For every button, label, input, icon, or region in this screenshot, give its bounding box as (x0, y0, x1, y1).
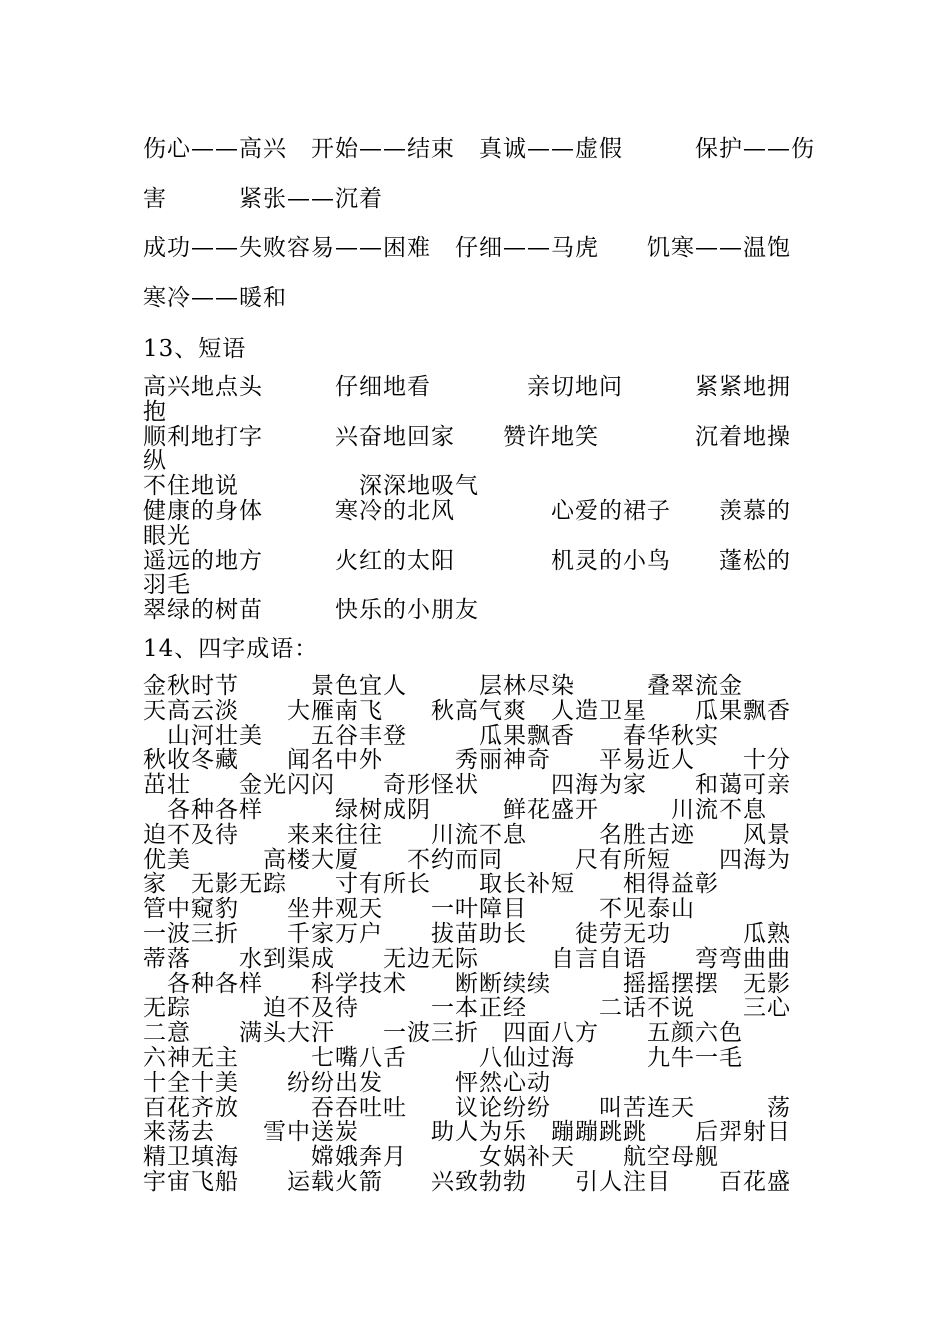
text-line: 成功——失败容易——困难 仔细——马虎 饥寒——温饱 (143, 235, 791, 261)
text-line: 蒂落 水到渠成 无边无际 自言自语 弯弯曲曲 (143, 945, 791, 972)
text-line: 天高云淡 大雁南飞 秋高气爽 人造卫星 瓜果飘香 (143, 697, 791, 724)
text-line: 山河壮美 五谷丰登 瓜果飘香 春华秋实 (143, 722, 719, 749)
text-line: 羽毛 (143, 572, 191, 599)
text-line: 各种各样 科学技术 断断续续 摇摇摆摆 无影 (143, 970, 791, 997)
text-line: 来荡去 雪中送炭 助人为乐 蹦蹦跳跳 后羿射日 (143, 1119, 791, 1146)
text-line: 寒冷——暖和 (143, 285, 287, 311)
text-line: 秋收冬藏 闻名中外 秀丽神奇 平易近人 十分 (143, 747, 791, 774)
text-line: 精卫填海 嫦娥奔月 女娲补天 航空母舰 (143, 1144, 719, 1171)
text-line: 害 紧张——沉着 (143, 186, 383, 212)
text-line: 迫不及待 来来往往 川流不息 名胜古迹 风景 (143, 821, 791, 848)
text-line: 眼光 (143, 522, 191, 549)
text-line: 无踪 迫不及待 一本正经 二话不说 三心 (143, 995, 791, 1022)
text-line: 顺利地打字 兴奋地回家 赞许地笑 沉着地操 (143, 423, 791, 450)
text-line: 百花齐放 吞吞吐吐 议论纷纷 叫苦连天 荡 (143, 1094, 791, 1121)
text-line: 抱 (143, 398, 167, 425)
text-line: 十全十美 纷纷出发 怦然心动 (143, 1069, 551, 1096)
text-line: 一波三折 千家万户 拔苗助长 徒劳无功 瓜熟 (143, 921, 791, 947)
text-line: 优美 高楼大厦 不约而同 尺有所短 四海为 (143, 846, 791, 873)
text-line: 翠绿的树苗 快乐的小朋友 (143, 597, 479, 624)
phrases-heading: 13、短语 (143, 336, 247, 362)
text-line: 宇宙飞船 运载火箭 兴致勃勃 引人注目 百花盛 (143, 1169, 791, 1195)
text-line: 金秋时节 景色宜人 层林尽染 叠翠流金 (143, 673, 743, 699)
text-line: 遥远的地方 火红的太阳 机灵的小鸟 蓬松的 (143, 547, 791, 574)
text-line: 茁壮 金光闪闪 奇形怪状 四海为家 和蔼可亲 (143, 772, 791, 799)
text-line: 六神无主 七嘴八舌 八仙过海 九牛一毛 (143, 1045, 743, 1071)
text-line: 家 无影无踪 寸有所长 取长补短 相得益彰 (143, 871, 719, 898)
text-line: 健康的身体 寒冷的北风 心爱的裙子 羡慕的 (143, 498, 791, 524)
text-line: 管中窥豹 坐井观天 一叶障目 不见泰山 (143, 896, 695, 923)
idioms-heading: 14、四字成语： (143, 636, 319, 662)
text-line: 纵 (143, 448, 167, 475)
text-line: 二意 满头大汗 一波三折 四面八方 五颜六色 (143, 1020, 743, 1047)
text-line: 各种各样 绿树成阴 鲜花盛开 川流不息 (143, 797, 767, 823)
text-line: 高兴地点头 仔细地看 亲切地问 紧紧地拥 (143, 374, 791, 400)
text-line: 伤心——高兴 开始——结束 真诚——虚假 保护——伤 (143, 136, 815, 162)
text-line: 不住地说 深深地吸气 (143, 473, 479, 500)
